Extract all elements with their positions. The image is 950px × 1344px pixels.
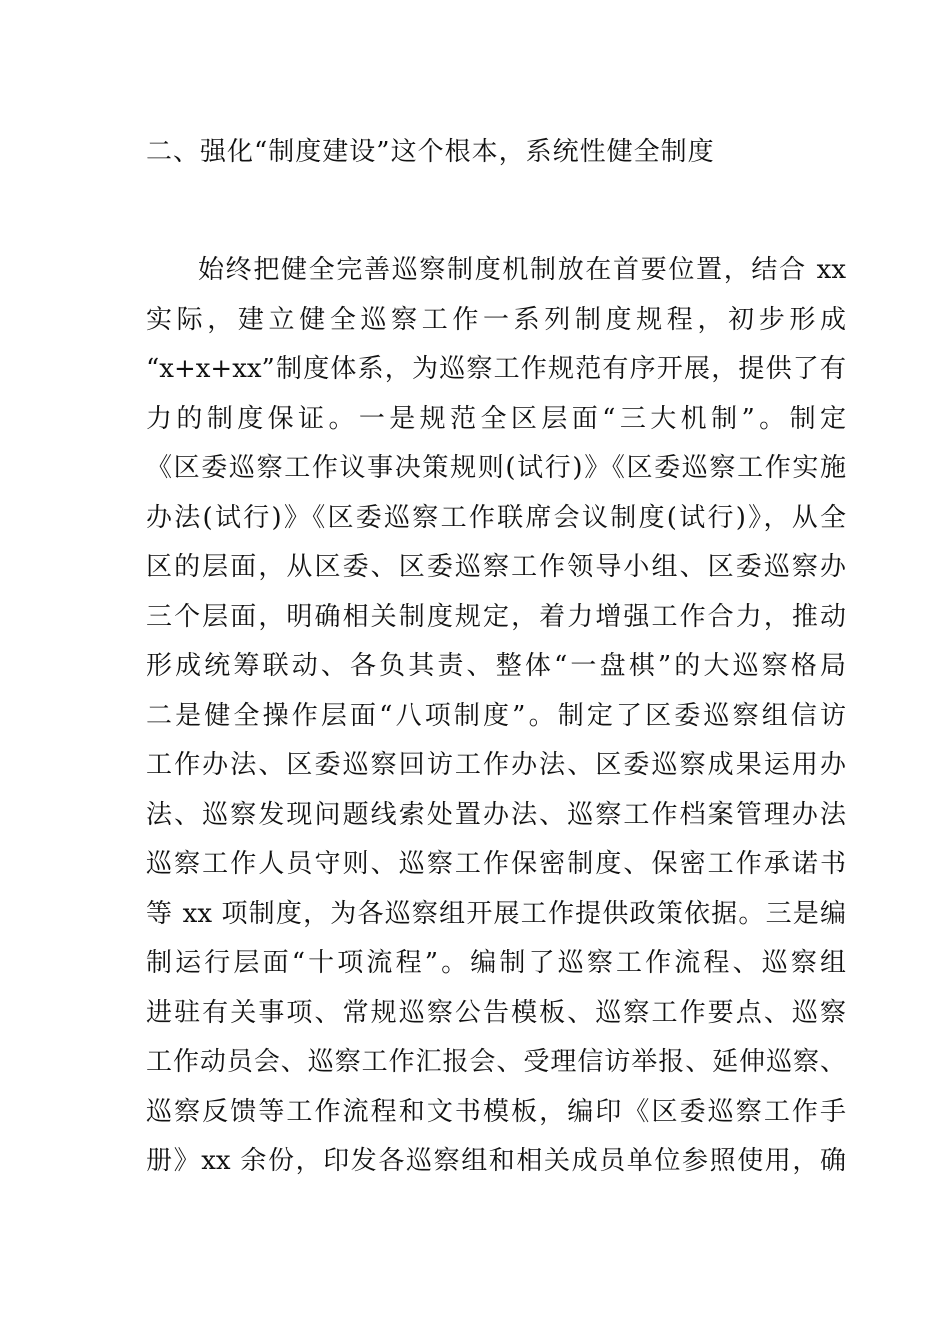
paragraph-line-14: 等 xx 项制度，为各巡察组开展工作提供政策依据。三是编 — [146, 898, 846, 929]
paragraph-line-17: 工作动员会、巡察工作汇报会、受理信访举报、延伸巡察、 — [146, 1047, 846, 1077]
paragraph-line-3: “x+x+xx”制度体系，为巡察工作规范有序开展，提供了有 — [146, 354, 846, 384]
paragraph-line-1: 始终把健全完善巡察制度机制放在首要位置，结合 xx — [198, 255, 846, 285]
paragraph-line-12: 法、巡察发现问题线索处置办法、巡察工作档案管理办法 — [146, 799, 846, 830]
paragraph-line-9: 形成统筹联动、各负其责、整体“一盘棋”的大巡察格局 — [146, 651, 846, 681]
body-paragraph — [146, 246, 846, 1187]
paragraph-line-6: 办法(试行)》《区委巡察工作联席会议制度(试行)》，从全 — [146, 502, 846, 533]
paragraph-line-5: 《区委巡察工作议事决策规则(试行)》《区委巡察工作实施 — [146, 453, 846, 483]
paragraph-line-15: 制运行层面“十项流程”。编制了巡察工作流程、巡察组 — [146, 948, 846, 978]
paragraph-line-8: 三个层面，明确相关制度规定，着力增强工作合力，推动 — [146, 601, 846, 632]
section-heading: 二、强化“制度建设”这个根本，系统性健全制度 — [146, 137, 715, 167]
paragraph-line-4: 力的制度保证。一是规范全区层面“三大机制”。制定 — [146, 403, 846, 434]
paragraph-line-7: 区的层面，从区委、区委巡察工作领导小组、区委巡察办 — [146, 552, 846, 582]
paragraph-line-2: 实际，建立健全巡察工作一系列制度规程，初步形成 — [146, 304, 846, 335]
paragraph-line-18: 巡察反馈等工作流程和文书模板，编印《区委巡察工作手 — [146, 1096, 846, 1127]
paragraph-line-16: 进驻有关事项、常规巡察公告模板、巡察工作要点、巡察 — [146, 997, 846, 1028]
paragraph-line-11: 工作办法、区委巡察回访工作办法、区委巡察成果运用办 — [146, 750, 846, 780]
paragraph-line-10: 二是健全操作层面“八项制度”。制定了区委巡察组信访 — [146, 700, 846, 731]
paragraph-line-19: 册》xx 余份，印发各巡察组和相关成员单位参照使用，确 — [146, 1146, 846, 1176]
paragraph-line-13: 巡察工作人员守则、巡察工作保密制度、保密工作承诺书 — [146, 849, 846, 879]
